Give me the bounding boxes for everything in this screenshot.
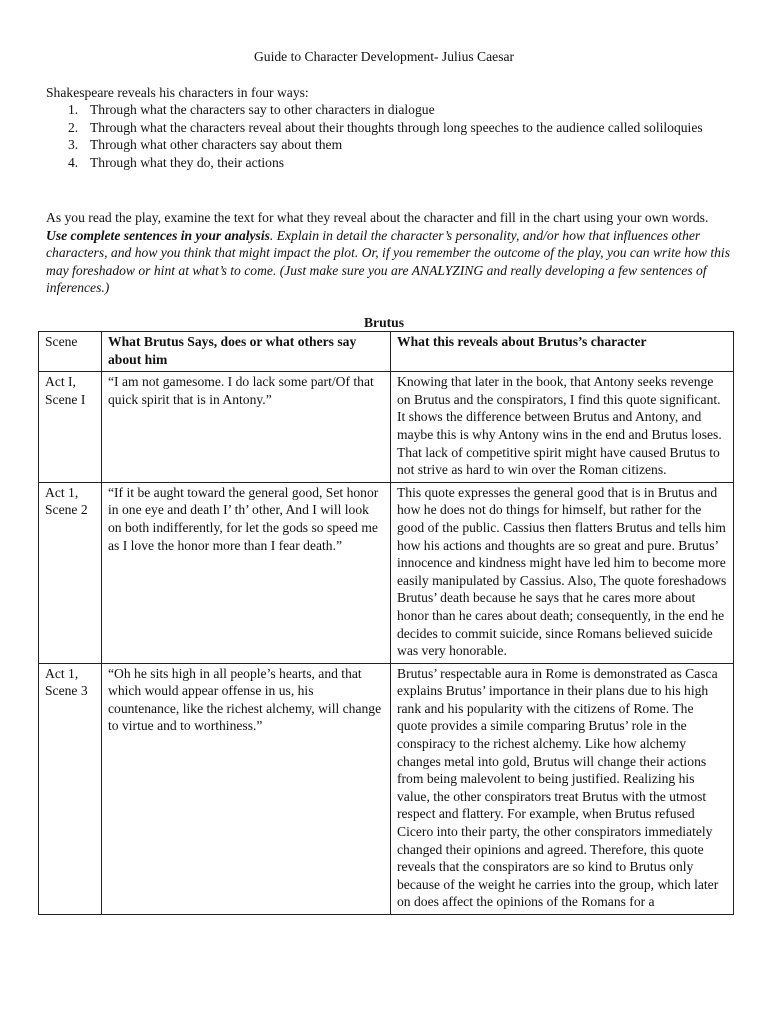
table-row (39, 663, 734, 914)
analysis-cell: Knowing that later in the book, that Antony seeks revenge on Brutus and the conspirators, I find this quote significant. It shows the difference between Brutus and Antony, and maybe this is why Antony wins in the end and Brutus loses. That lack of competitive spirit might have caused Brutus to not strive as hard to win over the Roman citizens. (391, 372, 734, 483)
analysis-cell: Brutus’ respectable aura in Rome is demonstrated as Casca explains Brutus’ importance in their plans due to his high rank and his popularity with the citizens of Rome. The quote provides a simile comparing Brutus’ role in the conspiracy to the richest alchemy. Like how alchemy changes metal into gold, Brutus will change their actions from being malevolent to being justified. Realizing his value, the other conspirators treat Brutus with the utmost respect and flattery. For example, when Brutus refused Cicero into their party, the other conspirators immediately changed their opinions and agreed. Therefore, this quote reveals that the conspirators are so kind to Brutus only because of the weight he carries into the group, which later on does affect the opinions of the Romans for a (391, 663, 734, 914)
scene-cell: Act I, Scene I (39, 372, 102, 483)
list-item (46, 119, 736, 137)
scene-cell: Act 1, Scene 3 (39, 663, 102, 914)
analysis-cell: This quote expresses the general good that is in Brutus and how he does not do things for himself, but rather for the good of the public. Cassius then flatters Brutus and tells him how his actions and thoughts are so great and pure. Brutus’ innocence and kindness might have led him to become more easily manipulated by Cassius. Also, The quote foreshadows Brutus’ death because he says that he cares more about honor than he cares about death; consequently, in the end he decides to commit suicide, since Romans believed suicide was very honorable. (391, 482, 734, 663)
scene-cell: Act 1, Scene 2 (39, 482, 102, 663)
header-scene: Scene (39, 332, 102, 372)
list-number: 4. (68, 154, 79, 170)
intro-text: Shakespeare reveals his characters in four ways: (46, 85, 309, 100)
document-title: Guide to Character Development- Julius Caesar (253, 49, 515, 64)
list-number: 2. (68, 119, 79, 135)
ways-list (46, 101, 736, 171)
header-reveals: What this reveals about Brutus’s character (391, 332, 734, 372)
list-item-text: Through what the characters reveal about their thoughts through long speeches to the audience called soliloquies (90, 119, 703, 135)
quote-cell: “Oh he sits high in all people’s hearts, and that which would appear offense in us, his countenance, like the richest alchemy, will change to virtue and to worthiness.” (102, 663, 391, 914)
table-row (39, 482, 734, 663)
list-item-text: Through what they do, their actions (90, 154, 285, 170)
list-item (46, 154, 736, 172)
instructions-paragraph (46, 209, 732, 297)
table-title: Brutus (363, 315, 405, 330)
list-item (46, 136, 736, 154)
instructions-part1: As you read the play, examine the text for what they reveal about the character and fill in the chart using your own words. (46, 210, 709, 225)
character-chart (38, 331, 734, 915)
instructions-bold: Use complete sentences in your analysis (46, 227, 270, 243)
instructions-part2: . Explain in detail the character’s personality, and/or how that influences other characters, and how you think that might impact the plot. Or, if you remember the outcome of the play, you can write how this may foreshadow or hint at what’s to come. (Just make sure you are ANALYZING and really developing a few sentences of inferences.) (46, 227, 731, 296)
list-item-text: Through what other characters say about them (90, 137, 343, 153)
quote-cell: “If it be aught toward the general good, Set honor in one eye and death I’ th’ other, And I will look on both indifferently, for let the gods so speed me as I love the honor more than I fear death.” (102, 482, 391, 663)
quote-cell: “I am not gamesome. I do lack some part/Of that quick spirit that is in Antony.” (102, 372, 391, 483)
list-number: 3. (68, 137, 79, 153)
table-header-row (39, 332, 734, 372)
list-item (46, 101, 736, 119)
list-number: 1. (68, 102, 79, 117)
list-item-text: Through what the characters say to other characters in dialogue (90, 102, 435, 117)
table-row (39, 372, 734, 483)
header-says: What Brutus Says, does or what others say about him (102, 332, 391, 372)
